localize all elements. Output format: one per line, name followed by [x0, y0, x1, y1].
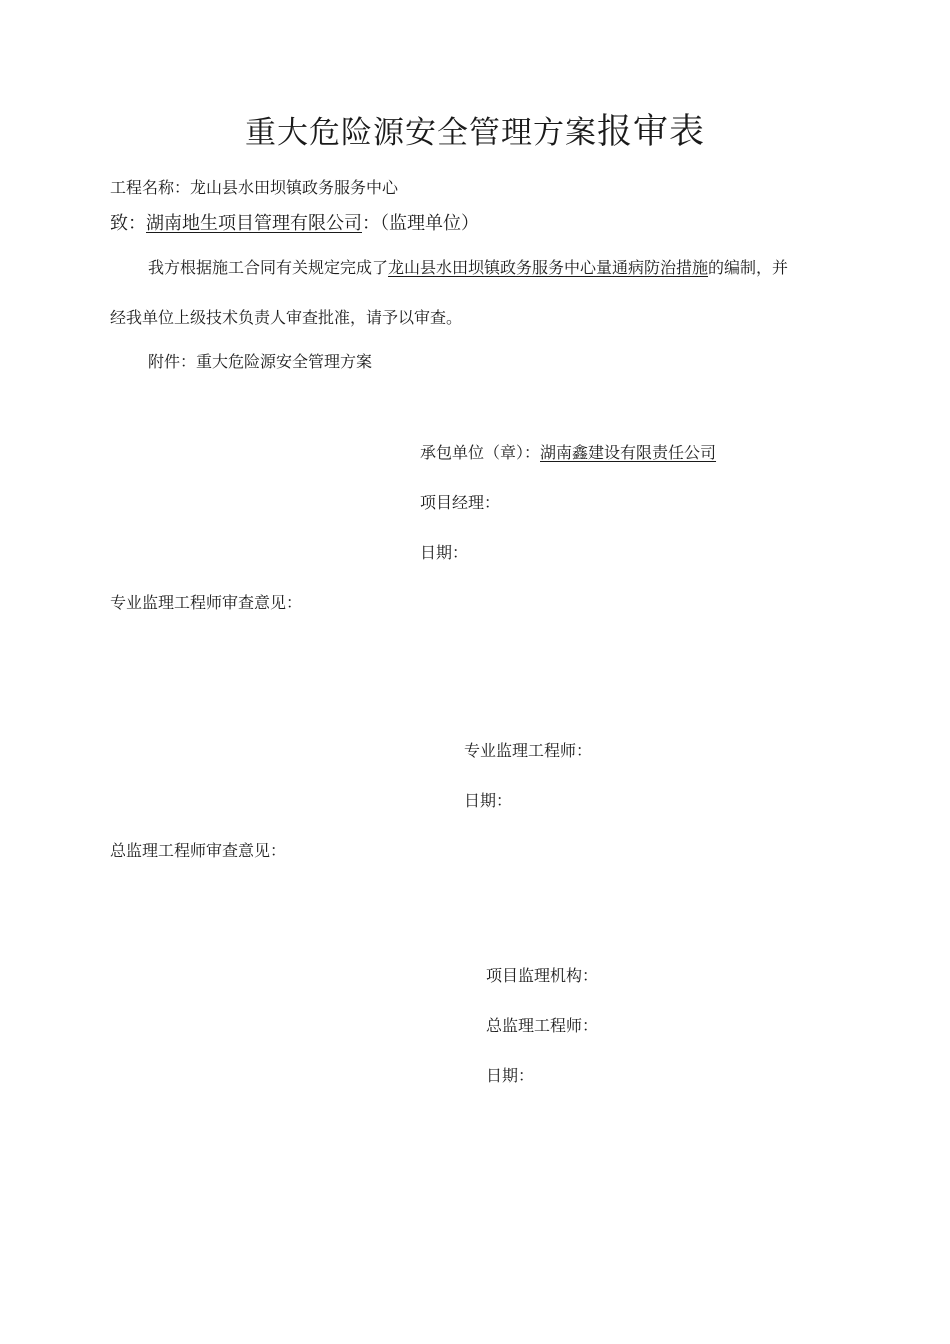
addressee-line: [110, 212, 479, 236]
project-name-value: 龙山县水田坝镇政务服务中心: [190, 178, 399, 197]
supervision-unit-name: 湖南地生项目管理有限公司: [146, 213, 362, 234]
title-main: 重大危险源安全管理方案: [244, 115, 597, 151]
chief-date-label: 日期：: [486, 1066, 535, 1085]
contractor-label: 承包单位（章）：: [420, 443, 541, 462]
body-paragraph-line-2: 经我单位上级技术负责人审查批准，请予以审查。: [110, 308, 463, 327]
body-prefix: 我方根据施工合同有关规定完成了: [148, 258, 389, 277]
contractor-line: [420, 442, 716, 464]
contractor-name: 湖南鑫建设有限责任公司: [540, 443, 717, 462]
page-title: [0, 104, 950, 154]
attachment-name: 重大危险源安全管理方案: [196, 352, 373, 371]
addressee-label: 致：: [110, 213, 146, 234]
attachment-line: [148, 351, 372, 373]
specialist-engineer-label: 专业监理工程师：: [464, 741, 593, 760]
contractor-date-label: 日期：: [420, 543, 469, 562]
plan-name: 龙山县水田坝镇政务服务中心量通病防治措施: [388, 258, 709, 277]
title-suffix: 报审表: [596, 112, 705, 152]
chief-engineer-label: 总监理工程师：: [486, 1016, 599, 1035]
attachment-label: 附件：: [148, 352, 197, 371]
body-suffix: 的编制，并: [708, 258, 789, 277]
specialist-date-label: 日期：: [464, 791, 513, 810]
chief-review-heading: 总监理工程师审查意见：: [110, 841, 287, 860]
specialist-review-heading: 专业监理工程师审查意见：: [110, 593, 303, 612]
project-name-label: 工程名称：: [110, 178, 191, 197]
project-manager-label: 项目经理：: [420, 493, 501, 512]
project-name-line: [110, 177, 398, 199]
body-paragraph-line-1: [148, 257, 788, 279]
supervision-org-label: 项目监理机构：: [486, 966, 599, 985]
addressee-suffix: ：（监理单位）: [362, 213, 479, 234]
